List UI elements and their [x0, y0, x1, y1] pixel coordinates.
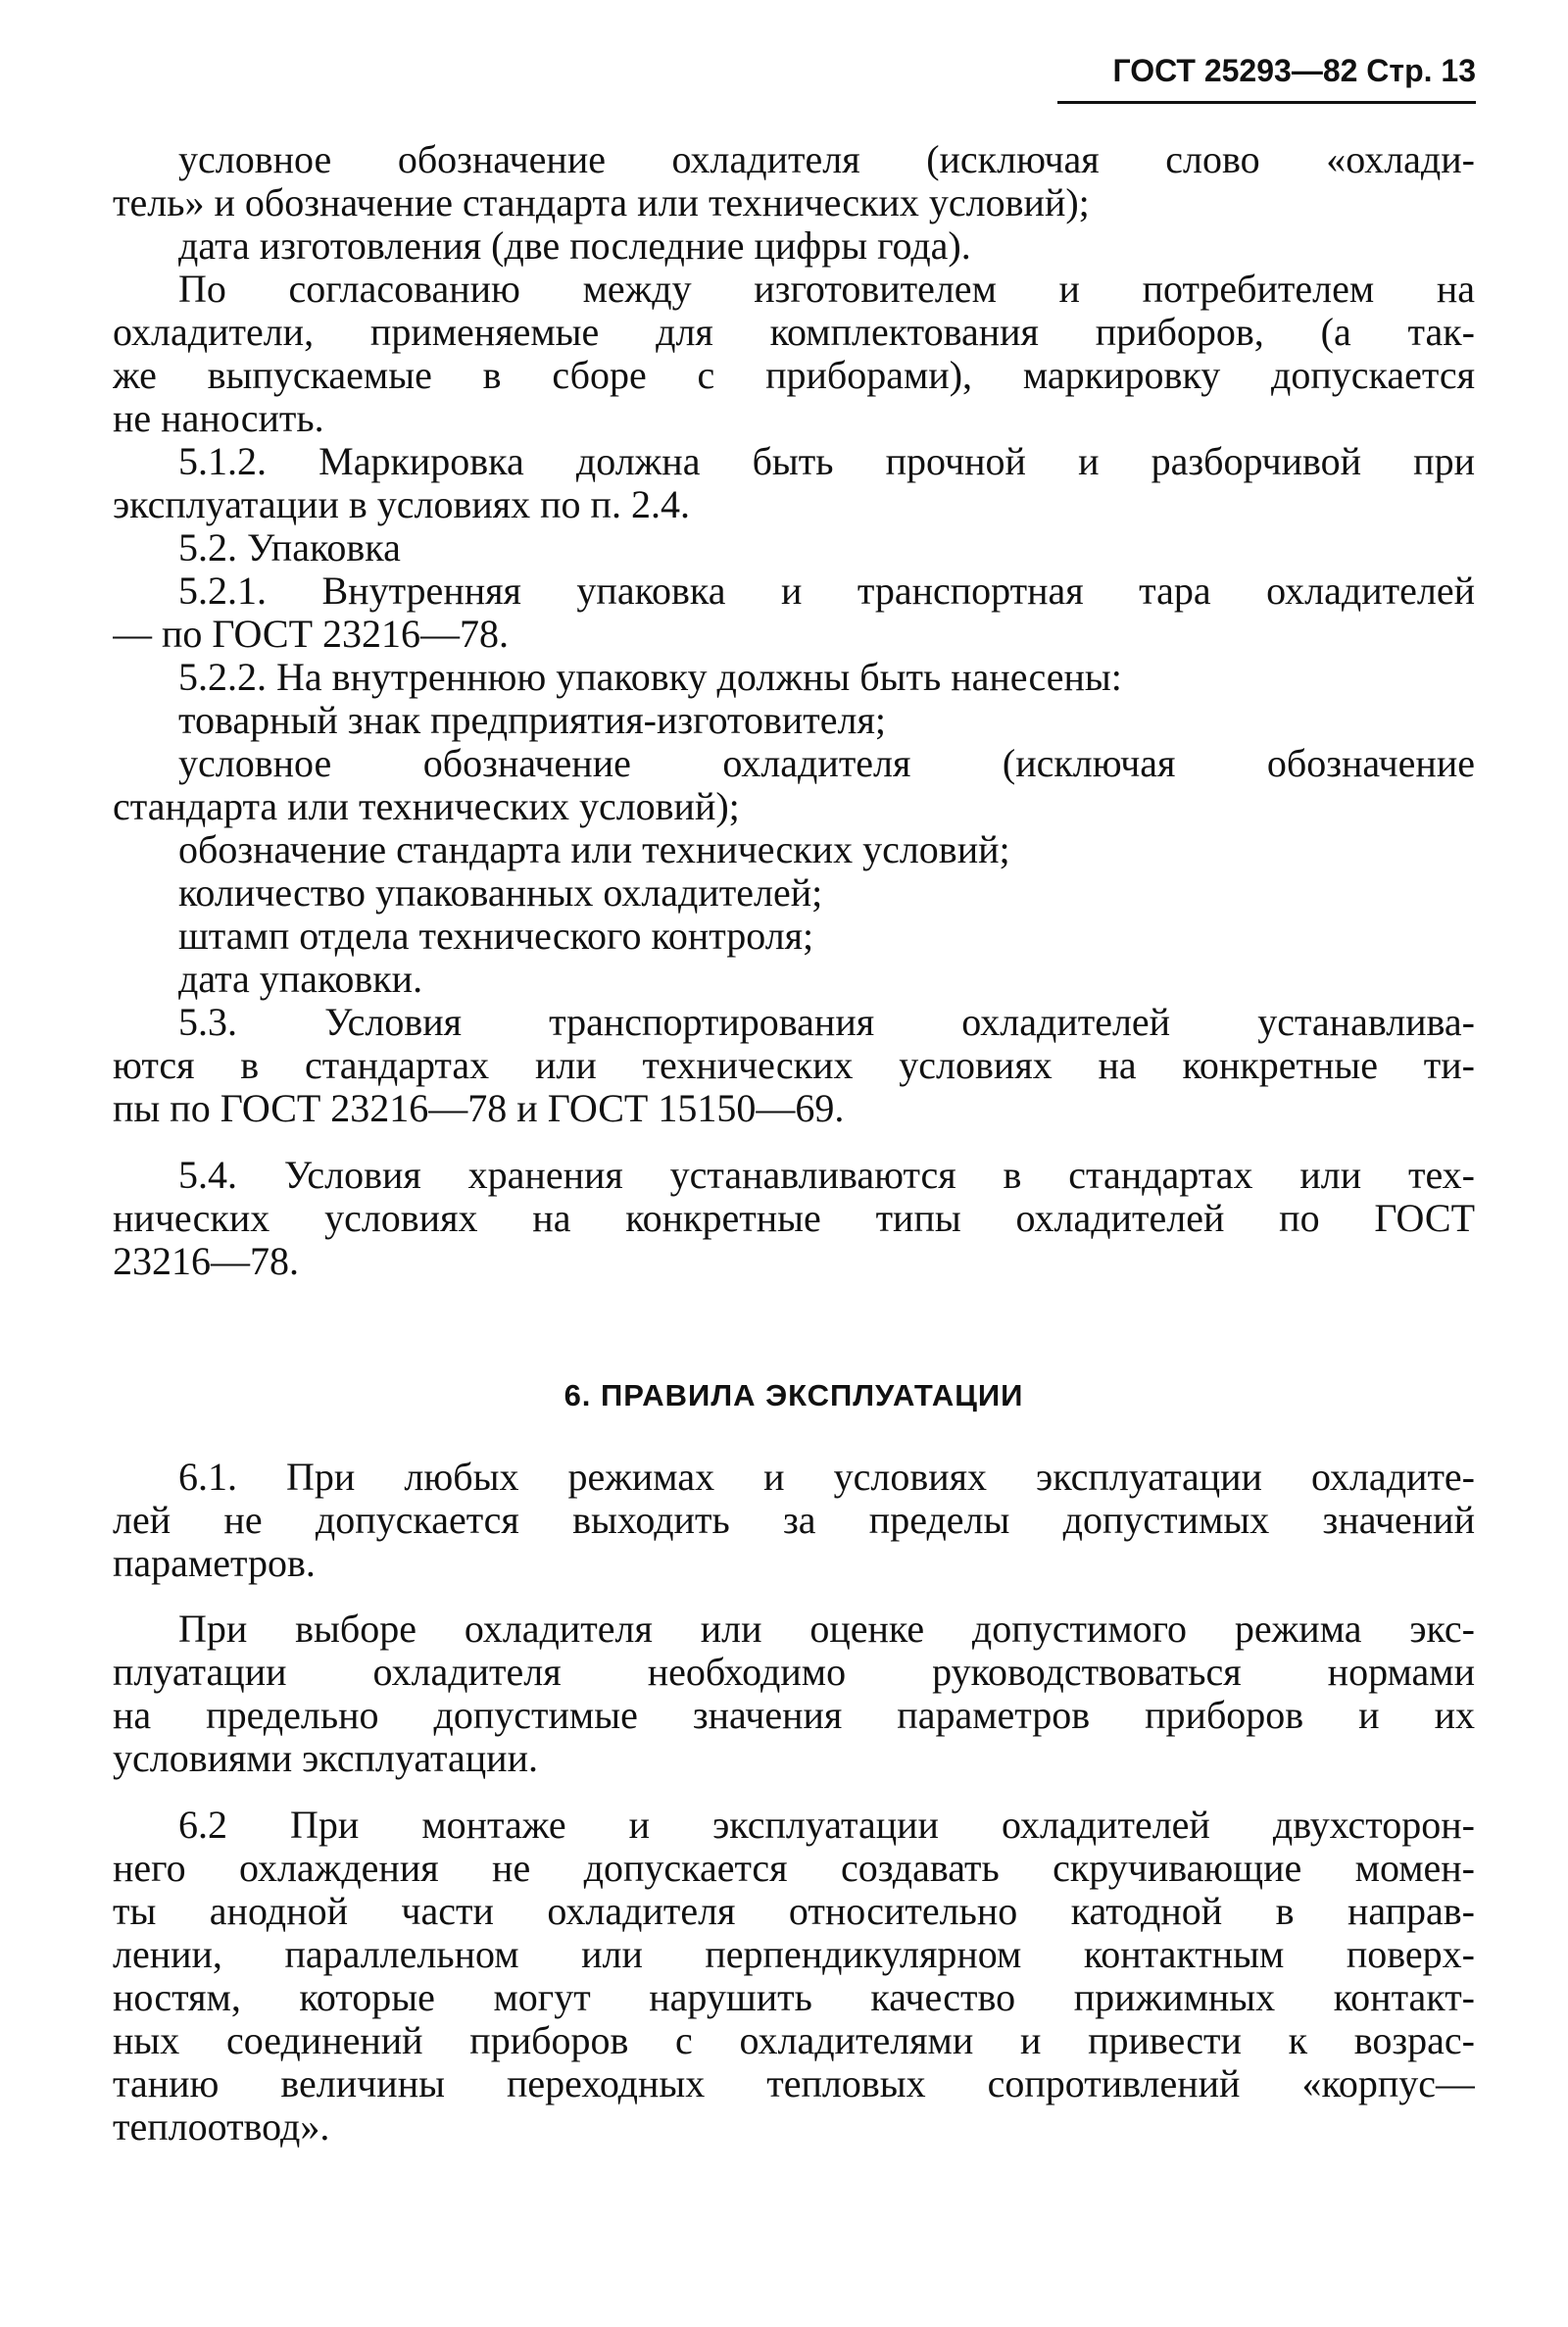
text-line: ются в стандартах или технических условиях на конкретные ти-: [113, 1044, 1475, 1087]
text-line: 5.3. Условия транспортирования охладителей устанавлива-: [178, 1001, 1475, 1044]
text-line: лении, параллельном или перпендикулярном контактным поверх-: [113, 1933, 1475, 1976]
text-line: При выборе охладителя или оценке допустимого режима экс-: [178, 1608, 1475, 1651]
page-header: ГОСТ 25293—82 Стр. 13: [1112, 53, 1476, 88]
text-line: ты анодной части охладителя относительно катодной в направ-: [113, 1890, 1475, 1933]
text-line: 5.4. Условия хранения устанавливаются в стандартах или тех-: [178, 1154, 1475, 1197]
text-line: эксплуатации в условиях по п. 2.4.: [113, 483, 690, 526]
text-line: ностям, которые могут нарушить качество прижимных контакт-: [113, 1976, 1475, 2019]
paragraph-6-1: [113, 1456, 1475, 1585]
text-line: 23216—78.: [113, 1240, 299, 1283]
text-block-top: [113, 138, 1475, 1130]
text-line: 6.2 При монтаже и эксплуатации охладителей двухсторон-: [178, 1804, 1475, 1847]
text-line: танию величины переходных тепловых сопротивлений «корпус—: [113, 2062, 1475, 2105]
paragraph-5-4: [113, 1154, 1475, 1283]
text-line: стандарта или технических условий);: [113, 785, 740, 828]
header-rule: [1057, 101, 1476, 104]
text-line: товарный знак предприятия-изготовителя;: [178, 699, 886, 742]
text-line: — по ГОСТ 23216—78.: [113, 613, 510, 656]
text-line: параметров.: [113, 1542, 316, 1585]
text-line: 5.2.2. На внутреннюю упаковку должны быть нанесены:: [178, 656, 1122, 699]
text-line: условиями эксплуатации.: [113, 1737, 538, 1780]
text-line: 5.1.2. Маркировка должна быть прочной и разборчивой при: [178, 440, 1475, 483]
text-line: 5.2. Упаковка: [178, 526, 401, 569]
text-line: теплоотвод».: [113, 2105, 330, 2149]
text-line: штамп отдела технического контроля;: [178, 915, 814, 958]
text-line: условное обозначение охладителя (исключая обозначение: [178, 742, 1475, 785]
paragraph-6-2: [113, 1804, 1475, 2149]
text-line: 6.1. При любых режимах и условиях эксплуатации охладите-: [178, 1456, 1475, 1499]
text-line: ных соединений приборов с охладителями и привести к возрас-: [113, 2019, 1475, 2062]
text-line: пы по ГОСТ 23216—78 и ГОСТ 15150—69.: [113, 1087, 845, 1130]
text-line: лей не допускается выходить за пределы допустимых значений: [113, 1499, 1475, 1542]
text-line: охладители, применяемые для комплектования приборов, (а так-: [113, 311, 1475, 354]
section-heading: 6. ПРАВИЛА ЭКСПЛУАТАЦИИ: [564, 1378, 1024, 1412]
text-line: условное обозначение охладителя (исключая слово «охлади-: [178, 138, 1475, 181]
text-line: тель» и обозначение стандарта или технических условий);: [113, 181, 1090, 224]
text-line: 5.2.1. Внутренняя упаковка и транспортная тара охладителей: [178, 569, 1475, 613]
text-line: обозначение стандарта или технических условий;: [178, 828, 1010, 871]
text-line: По согласованию между изготовителем и потребителем на: [178, 268, 1475, 311]
text-line: дата изготовления (две последние цифры года).: [178, 224, 971, 268]
text-line: дата упаковки.: [178, 958, 423, 1001]
text-line: не наносить.: [113, 397, 324, 440]
text-line: него охлаждения не допускается создавать скручивающие момен-: [113, 1847, 1475, 1890]
text-line: на предельно допустимые значения параметров приборов и их: [113, 1694, 1475, 1737]
text-line: количество упакованных охладителей;: [178, 871, 823, 915]
text-line: же выпускаемые в сборе с приборами), маркировку допускается: [113, 354, 1475, 397]
paragraph-6-1-continued: [113, 1608, 1475, 1780]
text-line: плуатации охладителя необходимо руководствоваться нормами: [113, 1651, 1475, 1694]
text-line: нических условиях на конкретные типы охладителей по ГОСТ: [113, 1197, 1475, 1240]
